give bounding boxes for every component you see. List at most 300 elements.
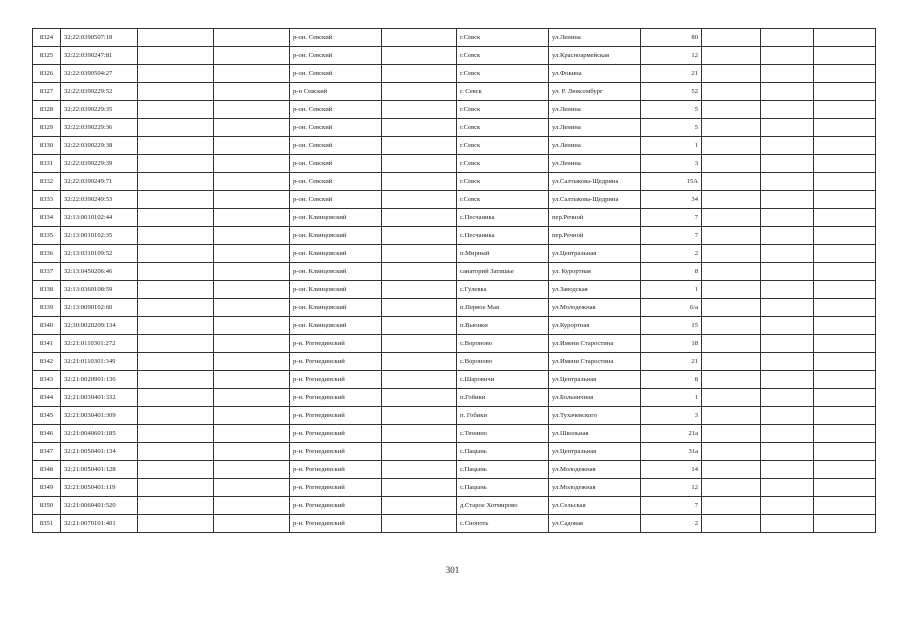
row-number-cell: 8330 (33, 137, 61, 155)
cadastral-number-cell: 32:13:0010102:35 (61, 227, 138, 245)
empty-cell (761, 461, 814, 479)
empty-cell (214, 29, 290, 47)
row-number-cell: 8333 (33, 191, 61, 209)
empty-cell (702, 317, 761, 335)
locality-cell: г. Севск (457, 83, 549, 101)
district-cell: р-н. Рогнединский (290, 461, 382, 479)
street-cell: ул.Школьная (549, 425, 641, 443)
empty-cell (382, 65, 457, 83)
house-number-cell: 15 (641, 317, 702, 335)
street-cell: ул.Сельская (549, 497, 641, 515)
row-number-cell: 8340 (33, 317, 61, 335)
empty-cell (702, 101, 761, 119)
district-cell: р-н. Рогнединский (290, 425, 382, 443)
house-number-cell: 31а (641, 443, 702, 461)
empty-cell (214, 497, 290, 515)
empty-cell (761, 335, 814, 353)
empty-cell (214, 191, 290, 209)
empty-cell (138, 29, 214, 47)
house-number-cell: 21а (641, 425, 702, 443)
cadastral-number-cell: 32:22:0390229:52 (61, 83, 138, 101)
cadastral-number-cell: 32:13:0310109:52 (61, 245, 138, 263)
empty-cell (138, 317, 214, 335)
empty-cell (761, 29, 814, 47)
row-number-cell: 8331 (33, 155, 61, 173)
empty-cell (138, 497, 214, 515)
empty-cell (214, 353, 290, 371)
cadastral-number-cell: 32:22:0390229:35 (61, 101, 138, 119)
table-row (33, 191, 876, 209)
empty-cell (814, 119, 876, 137)
table-row (33, 173, 876, 191)
locality-cell: г.Севск (457, 137, 549, 155)
empty-cell (702, 461, 761, 479)
empty-cell (382, 299, 457, 317)
cadastral-number-cell: 32:21:0110301:349 (61, 353, 138, 371)
cadastral-number-cell: 32:22:0390229:36 (61, 119, 138, 137)
street-cell: ул.Ленина (549, 155, 641, 173)
table-row (33, 101, 876, 119)
empty-cell (814, 137, 876, 155)
district-cell: р-н. Рогнединский (290, 371, 382, 389)
district-cell: р-он. Севский (290, 65, 382, 83)
empty-cell (702, 479, 761, 497)
cadastral-number-cell: 32:13:0090102:60 (61, 299, 138, 317)
locality-cell: г.Севск (457, 191, 549, 209)
locality-cell: с.Гулевка (457, 281, 549, 299)
locality-cell: с.Пацынь (457, 443, 549, 461)
house-number-cell: 12 (641, 47, 702, 65)
row-number-cell: 8341 (33, 335, 61, 353)
empty-cell (214, 425, 290, 443)
empty-cell (214, 479, 290, 497)
street-cell: ул.Имени Старостина (549, 353, 641, 371)
cadastral-number-cell: 32:22:0390507:18 (61, 29, 138, 47)
district-cell: р-н. Рогнединский (290, 497, 382, 515)
empty-cell (138, 407, 214, 425)
empty-cell (382, 515, 457, 533)
empty-cell (214, 281, 290, 299)
table-row (33, 515, 876, 533)
empty-cell (702, 227, 761, 245)
cadastral-number-cell: 32:21:0050401:128 (61, 461, 138, 479)
row-number-cell: 8346 (33, 425, 61, 443)
empty-cell (382, 389, 457, 407)
district-cell: р-он. Клинцовский (290, 263, 382, 281)
empty-cell (814, 209, 876, 227)
empty-cell (814, 335, 876, 353)
house-number-cell: 21 (641, 353, 702, 371)
row-number-cell: 8338 (33, 281, 61, 299)
cadastral-number-cell: 32:22:0390504:27 (61, 65, 138, 83)
empty-cell (382, 281, 457, 299)
empty-cell (702, 353, 761, 371)
empty-cell (814, 317, 876, 335)
empty-cell (382, 497, 457, 515)
empty-cell (702, 83, 761, 101)
cadastral-number-cell: 32:21:0030401:332 (61, 389, 138, 407)
empty-cell (382, 371, 457, 389)
street-cell: ул.Центральная (549, 245, 641, 263)
empty-cell (702, 47, 761, 65)
cadastral-number-cell: 32:21:0050401:134 (61, 443, 138, 461)
empty-cell (214, 119, 290, 137)
empty-cell (214, 209, 290, 227)
empty-cell (382, 245, 457, 263)
empty-cell (814, 245, 876, 263)
locality-cell: с.Шаровичи (457, 371, 549, 389)
row-number-cell: 8349 (33, 479, 61, 497)
empty-cell (138, 263, 214, 281)
empty-cell (214, 407, 290, 425)
cadastral-number-cell: 32:22:0390229:38 (61, 137, 138, 155)
table-row (33, 479, 876, 497)
row-number-cell: 8348 (33, 461, 61, 479)
empty-cell (382, 407, 457, 425)
locality-cell: с.Песчаника (457, 227, 549, 245)
district-cell: р-он. Севский (290, 137, 382, 155)
street-cell: ул.Салтыкова-Щедрина (549, 191, 641, 209)
district-cell: р-он. Севский (290, 191, 382, 209)
empty-cell (138, 245, 214, 263)
house-number-cell: 6/а (641, 299, 702, 317)
table-row (33, 425, 876, 443)
empty-cell (702, 299, 761, 317)
empty-cell (382, 263, 457, 281)
street-cell: ул.Заводская (549, 281, 641, 299)
row-number-cell: 8326 (33, 65, 61, 83)
empty-cell (382, 119, 457, 137)
house-number-cell: 1 (641, 281, 702, 299)
table-row (33, 137, 876, 155)
locality-cell: г.Севск (457, 119, 549, 137)
district-cell: р-он. Клинцовский (290, 209, 382, 227)
empty-cell (702, 443, 761, 461)
cadastral-number-cell: 32:22:0390247:81 (61, 47, 138, 65)
table-row (33, 317, 876, 335)
row-number-cell: 8345 (33, 407, 61, 425)
empty-cell (702, 137, 761, 155)
house-number-cell: 3 (641, 155, 702, 173)
table-row (33, 209, 876, 227)
empty-cell (814, 497, 876, 515)
street-cell: ул.Имени Старостина (549, 335, 641, 353)
empty-cell (382, 137, 457, 155)
district-cell: р-н. Рогнединский (290, 335, 382, 353)
empty-cell (761, 245, 814, 263)
district-cell: р-н. Рогнединский (290, 353, 382, 371)
row-number-cell: 8339 (33, 299, 61, 317)
table-row (33, 245, 876, 263)
empty-cell (138, 209, 214, 227)
table-row (33, 119, 876, 137)
street-cell: пер.Речной (549, 227, 641, 245)
empty-cell (761, 425, 814, 443)
empty-cell (138, 353, 214, 371)
empty-cell (814, 281, 876, 299)
street-cell: ул.Садовая (549, 515, 641, 533)
empty-cell (814, 371, 876, 389)
empty-cell (814, 29, 876, 47)
house-number-cell: 18 (641, 335, 702, 353)
empty-cell (138, 371, 214, 389)
empty-cell (702, 335, 761, 353)
row-number-cell: 8335 (33, 227, 61, 245)
street-cell: ул.Центральная (549, 443, 641, 461)
empty-cell (702, 245, 761, 263)
empty-cell (761, 497, 814, 515)
cadastral-number-cell: 32:30:0020209:134 (61, 317, 138, 335)
house-number-cell: 1 (641, 389, 702, 407)
empty-cell (214, 263, 290, 281)
locality-cell: с.Вороново (457, 335, 549, 353)
empty-cell (138, 119, 214, 137)
empty-cell (214, 83, 290, 101)
house-number-cell: 34 (641, 191, 702, 209)
empty-cell (814, 389, 876, 407)
empty-cell (382, 227, 457, 245)
row-number-cell: 8332 (33, 173, 61, 191)
street-cell: ул.Больничная (549, 389, 641, 407)
empty-cell (702, 425, 761, 443)
empty-cell (814, 263, 876, 281)
empty-cell (214, 65, 290, 83)
empty-cell (761, 263, 814, 281)
empty-cell (138, 479, 214, 497)
locality-cell: п.Мирный (457, 245, 549, 263)
empty-cell (702, 389, 761, 407)
empty-cell (702, 119, 761, 137)
locality-cell: п.Гобики (457, 389, 549, 407)
row-number-cell: 8324 (33, 29, 61, 47)
house-number-cell: 8 (641, 263, 702, 281)
empty-cell (214, 443, 290, 461)
empty-cell (814, 407, 876, 425)
empty-cell (138, 425, 214, 443)
empty-cell (814, 515, 876, 533)
empty-cell (761, 191, 814, 209)
empty-cell (382, 479, 457, 497)
locality-cell: г.Севск (457, 155, 549, 173)
empty-cell (761, 389, 814, 407)
empty-cell (138, 101, 214, 119)
locality-cell: г.Севск (457, 29, 549, 47)
empty-cell (138, 515, 214, 533)
page-number: 301 (445, 565, 460, 575)
house-number-cell: 3 (641, 407, 702, 425)
locality-cell: санаторий Затишье (457, 263, 549, 281)
district-cell: р-н. Рогнединский (290, 389, 382, 407)
row-number-cell: 8347 (33, 443, 61, 461)
table-row (33, 299, 876, 317)
cadastral-number-cell: 32:21:0020901:136 (61, 371, 138, 389)
locality-cell: п.Первое Мая (457, 299, 549, 317)
empty-cell (814, 443, 876, 461)
table-row (33, 155, 876, 173)
empty-cell (761, 47, 814, 65)
street-cell: ул.Центральная (549, 371, 641, 389)
locality-cell: с.Тюнино (457, 425, 549, 443)
empty-cell (761, 119, 814, 137)
empty-cell (702, 191, 761, 209)
empty-cell (138, 443, 214, 461)
empty-cell (214, 227, 290, 245)
empty-cell (814, 83, 876, 101)
house-number-cell: 7 (641, 497, 702, 515)
empty-cell (382, 47, 457, 65)
empty-cell (761, 353, 814, 371)
empty-cell (761, 209, 814, 227)
table-row (33, 407, 876, 425)
street-cell: ул.Ленина (549, 119, 641, 137)
empty-cell (214, 371, 290, 389)
locality-cell: с.Песчаника (457, 209, 549, 227)
empty-cell (382, 101, 457, 119)
empty-cell (214, 155, 290, 173)
house-number-cell: 52 (641, 83, 702, 101)
empty-cell (761, 407, 814, 425)
empty-cell (761, 515, 814, 533)
locality-cell: г.Севск (457, 101, 549, 119)
empty-cell (138, 191, 214, 209)
cadastral-number-cell: 32:13:0450206:46 (61, 263, 138, 281)
district-cell: р-н. Рогнединский (290, 443, 382, 461)
locality-cell: с.Вороново (457, 353, 549, 371)
district-cell: р-он. Севский (290, 173, 382, 191)
district-cell: р-н. Рогнединский (290, 407, 382, 425)
empty-cell (814, 353, 876, 371)
table-row (33, 497, 876, 515)
empty-cell (138, 65, 214, 83)
empty-cell (761, 173, 814, 191)
empty-cell (761, 443, 814, 461)
empty-cell (214, 299, 290, 317)
district-cell: р-он. Клинцовский (290, 227, 382, 245)
district-cell: р-он. Севский (290, 101, 382, 119)
cadastral-number-cell: 32:21:0030401:309 (61, 407, 138, 425)
house-number-cell: 8 (641, 371, 702, 389)
empty-cell (382, 461, 457, 479)
table-row (33, 443, 876, 461)
cadastral-number-cell: 32:21:0070101:401 (61, 515, 138, 533)
table-row (33, 389, 876, 407)
street-cell: ул.Ленина (549, 137, 641, 155)
empty-cell (138, 389, 214, 407)
empty-cell (138, 461, 214, 479)
street-cell: ул.Красноармейская (549, 47, 641, 65)
empty-cell (382, 425, 457, 443)
street-cell: пер.Речной (549, 209, 641, 227)
empty-cell (382, 155, 457, 173)
empty-cell (382, 83, 457, 101)
locality-cell: с.Пацынь (457, 479, 549, 497)
locality-cell: г.Севск (457, 173, 549, 191)
street-cell: ул.Молодежная (549, 299, 641, 317)
row-number-cell: 8342 (33, 353, 61, 371)
house-number-cell: 5 (641, 101, 702, 119)
empty-cell (702, 263, 761, 281)
empty-cell (214, 173, 290, 191)
registry-table (32, 28, 876, 533)
row-number-cell: 8343 (33, 371, 61, 389)
empty-cell (214, 47, 290, 65)
empty-cell (761, 137, 814, 155)
empty-cell (702, 173, 761, 191)
row-number-cell: 8325 (33, 47, 61, 65)
empty-cell (761, 83, 814, 101)
empty-cell (382, 353, 457, 371)
street-cell: ул.Фокина (549, 65, 641, 83)
empty-cell (761, 155, 814, 173)
district-cell: р-он. Клинцовский (290, 281, 382, 299)
empty-cell (138, 299, 214, 317)
house-number-cell: 14 (641, 461, 702, 479)
empty-cell (138, 155, 214, 173)
table-row (33, 263, 876, 281)
house-number-cell: 12 (641, 479, 702, 497)
locality-cell: с.Пацынь (457, 461, 549, 479)
district-cell: р-он. Клинцовский (290, 245, 382, 263)
empty-cell (382, 209, 457, 227)
district-cell: р-н. Рогнединский (290, 479, 382, 497)
locality-cell: д.Старое Хотмирово (457, 497, 549, 515)
empty-cell (761, 299, 814, 317)
empty-cell (138, 47, 214, 65)
empty-cell (382, 317, 457, 335)
empty-cell (138, 281, 214, 299)
district-cell: р-он. Севский (290, 155, 382, 173)
empty-cell (814, 479, 876, 497)
row-number-cell: 8336 (33, 245, 61, 263)
street-cell: ул.Ленина (549, 29, 641, 47)
district-cell: р-он. Клинцовский (290, 317, 382, 335)
house-number-cell: 7 (641, 227, 702, 245)
empty-cell (702, 155, 761, 173)
street-cell: ул.Молодежная (549, 461, 641, 479)
empty-cell (214, 515, 290, 533)
cadastral-number-cell: 32:22:0390249:53 (61, 191, 138, 209)
empty-cell (814, 191, 876, 209)
empty-cell (702, 209, 761, 227)
empty-cell (814, 425, 876, 443)
empty-cell (814, 299, 876, 317)
cadastral-number-cell: 32:21:0110301:272 (61, 335, 138, 353)
empty-cell (214, 461, 290, 479)
row-number-cell: 8351 (33, 515, 61, 533)
empty-cell (761, 371, 814, 389)
empty-cell (702, 515, 761, 533)
cadastral-number-cell: 32:21:0050401:119 (61, 479, 138, 497)
cadastral-number-cell: 32:22:0390229:39 (61, 155, 138, 173)
table-row (33, 29, 876, 47)
empty-cell (702, 29, 761, 47)
empty-cell (214, 317, 290, 335)
empty-cell (702, 407, 761, 425)
row-number-cell: 8329 (33, 119, 61, 137)
row-number-cell: 8328 (33, 101, 61, 119)
house-number-cell: 7 (641, 209, 702, 227)
row-number-cell: 8350 (33, 497, 61, 515)
house-number-cell: 2 (641, 245, 702, 263)
empty-cell (814, 461, 876, 479)
empty-cell (702, 497, 761, 515)
empty-cell (382, 335, 457, 353)
row-number-cell: 8337 (33, 263, 61, 281)
empty-cell (814, 65, 876, 83)
district-cell: р-он. Севский (290, 29, 382, 47)
empty-cell (702, 65, 761, 83)
house-number-cell: 21 (641, 65, 702, 83)
